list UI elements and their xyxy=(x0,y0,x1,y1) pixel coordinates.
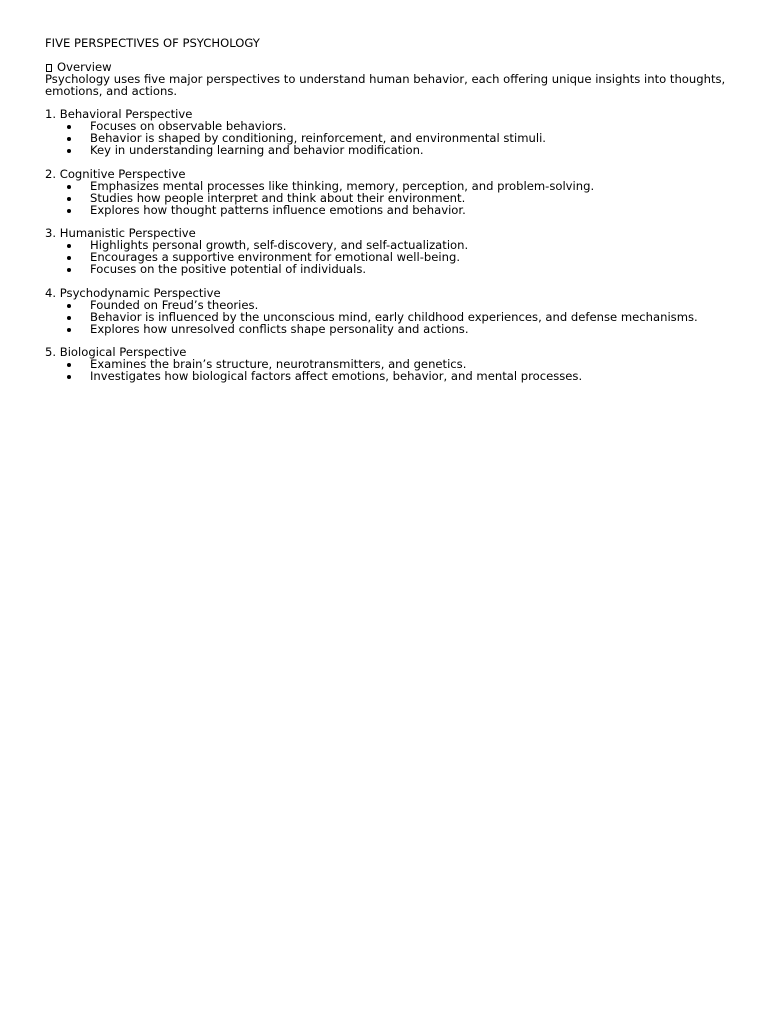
bullet-item: Explores how unresolved conflicts shape personality and actions. xyxy=(45,323,715,335)
bullet-list xyxy=(45,299,735,335)
bullet-list xyxy=(45,358,735,382)
spacer xyxy=(45,49,735,61)
overview-heading xyxy=(45,61,735,73)
bullet-list xyxy=(45,180,735,216)
bullet-item: Focuses on the positive potential of individuals. xyxy=(45,263,715,275)
missing-glyph-icon xyxy=(46,64,52,72)
document-page xyxy=(45,37,735,382)
bullet-list xyxy=(45,120,735,156)
document-title: FIVE PERSPECTIVES OF PSYCHOLOGY xyxy=(45,36,260,50)
bullet-item: Behavior is influenced by the unconscious mind, early childhood experiences, and defense mechanisms. xyxy=(45,311,715,323)
overview-paragraph: Psychology uses five major perspectives to understand human behavior, each offering unique insights into thoughts, emotions, and actions. xyxy=(45,71,726,98)
bullet-item: Emphasizes mental processes like thinking, memory, perception, and problem-solving. xyxy=(45,180,715,192)
bullet-item: Encourages a supportive environment for emotional well-being. xyxy=(45,251,715,263)
bullet-list xyxy=(45,239,735,275)
section-psychodynamic xyxy=(45,287,735,335)
section-behavioral xyxy=(45,108,735,156)
section-biological xyxy=(45,346,735,382)
spacer xyxy=(45,156,735,168)
section-humanistic xyxy=(45,227,735,275)
bullet-item: Examines the brain’s structure, neurotransmitters, and genetics. xyxy=(45,358,715,370)
section-title: 5. Biological Perspective xyxy=(45,345,187,359)
section-title: 1. Behavioral Perspective xyxy=(45,107,193,121)
section-title: 4. Psychodynamic Perspective xyxy=(45,285,221,300)
bullet-item: Focuses on observable behaviors. xyxy=(45,120,715,132)
spacer xyxy=(45,275,735,287)
bullet-item: Key in understanding learning and behavior modification. xyxy=(45,144,715,156)
bullet-item: Explores how thought patterns influence emotions and behavior. xyxy=(45,204,715,216)
section-title: 3. Humanistic Perspective xyxy=(45,226,196,240)
bullet-item: Highlights personal growth, self-discovery, and self-actualization. xyxy=(45,239,715,251)
bullet-item: Behavior is shaped by conditioning, reinforcement, and environmental stimuli. xyxy=(45,132,715,144)
overview-heading-label: Overview xyxy=(57,59,112,74)
section-title: 2. Cognitive Perspective xyxy=(45,166,186,181)
bullet-item: Investigates how biological factors affect emotions, behavior, and mental processes. xyxy=(45,370,715,382)
section-cognitive xyxy=(45,168,735,216)
bullet-item: Studies how people interpret and think about their environment. xyxy=(45,192,715,204)
bullet-item: Founded on Freud’s theories. xyxy=(45,299,715,311)
